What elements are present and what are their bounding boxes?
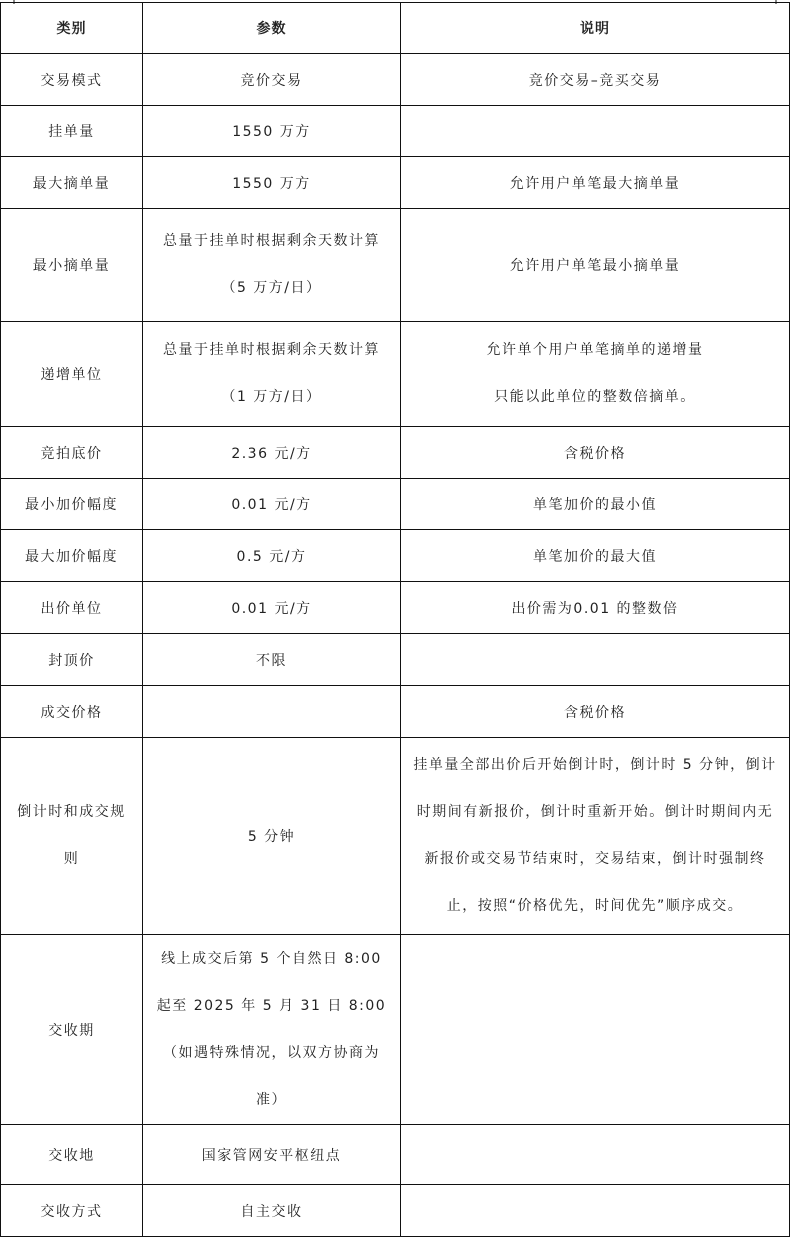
category-cell: 最小摘单量 <box>1 209 143 322</box>
parameter-line: （5 万方/日） <box>221 280 322 296</box>
table-row <box>1 157 790 209</box>
parameter-cell: 国家管网安平枢纽点 <box>143 1125 401 1185</box>
category-cell: 交收方式 <box>1 1185 143 1237</box>
table-row <box>1 582 790 634</box>
parameter-cell: 5 分钟 <box>143 738 401 935</box>
parameter-cell: 2.36 元/方 <box>143 427 401 479</box>
table-row <box>1 427 790 479</box>
parameter-cell: 自主交收 <box>143 1185 401 1237</box>
category-cell: 最小加价幅度 <box>1 479 143 530</box>
category-cell: 递增单位 <box>1 322 143 427</box>
description-cell <box>401 106 790 157</box>
parameter-cell: 0.01 元/方 <box>143 479 401 530</box>
table-row <box>1 106 790 157</box>
table-row <box>1 738 790 935</box>
table-row <box>1 1125 790 1185</box>
parameter-line: 总量于挂单时根据剩余天数计算 <box>163 342 380 358</box>
parameter-cell: 0.01 元/方 <box>143 582 401 634</box>
description-cell: 竞价交易–竞买交易 <box>401 54 790 106</box>
parameter-cell: 线上成交后第 5 个自然日 8:00 起至 2025 年 5 月 31 日 8:00（如遇特殊情况，以双方协商为准） <box>143 935 401 1125</box>
description-cell <box>401 634 790 686</box>
description-cell <box>401 935 790 1125</box>
category-cell: 交收期 <box>1 935 143 1125</box>
parameter-cell: 竞价交易 <box>143 54 401 106</box>
category-cell: 交易模式 <box>1 54 143 106</box>
category-cell: 成交价格 <box>1 686 143 738</box>
table-header-row <box>1 3 790 54</box>
column-header-parameter: 参数 <box>143 3 401 54</box>
description-cell: 允许用户单笔最大摘单量 <box>401 157 790 209</box>
category-cell: 出价单位 <box>1 582 143 634</box>
trading-parameters-table <box>0 2 790 1237</box>
column-header-description: 说明 <box>401 3 790 54</box>
description-line: 只能以此单位的整数倍摘单。 <box>494 389 696 405</box>
parameter-cell <box>143 209 401 322</box>
parameter-cell: 不限 <box>143 634 401 686</box>
table-row <box>1 209 790 322</box>
description-cell: 含税价格 <box>401 427 790 479</box>
description-cell: 含税价格 <box>401 686 790 738</box>
parameter-cell <box>143 322 401 427</box>
category-cell: 最大摘单量 <box>1 157 143 209</box>
parameter-cell <box>143 686 401 738</box>
table-row <box>1 530 790 582</box>
table-row <box>1 479 790 530</box>
category-cell: 挂单量 <box>1 106 143 157</box>
parameter-cell: 1550 万方 <box>143 157 401 209</box>
table-row <box>1 935 790 1125</box>
table-row <box>1 686 790 738</box>
description-cell: 单笔加价的最大值 <box>401 530 790 582</box>
parameter-cell: 1550 万方 <box>143 106 401 157</box>
description-line: 允许单个用户单笔摘单的递增量 <box>486 342 704 358</box>
description-cell: 出价需为0.01 的整数倍 <box>401 582 790 634</box>
description-cell <box>401 1125 790 1185</box>
table-row <box>1 54 790 106</box>
category-cell: 封顶价 <box>1 634 143 686</box>
description-cell: 挂单量全部出价后开始倒计时，倒计时 5 分钟，倒计时期间有新报价，倒计时重新开始。倒计时期间内无新报价或交易节结束时，交易结束，倒计时强制终止，按照“价格优先，时间优先”顺序成交。 <box>401 738 790 935</box>
description-cell <box>401 1185 790 1237</box>
category-cell: 最大加价幅度 <box>1 530 143 582</box>
parameter-cell: 0.5 元/方 <box>143 530 401 582</box>
description-cell <box>401 322 790 427</box>
parameter-line: （1 万方/日） <box>221 389 322 405</box>
parameter-line: 总量于挂单时根据剩余天数计算 <box>163 233 380 249</box>
column-header-category: 类别 <box>1 3 143 54</box>
category-cell: 竞拍底价 <box>1 427 143 479</box>
table-row <box>1 322 790 427</box>
description-cell: 允许用户单笔最小摘单量 <box>401 209 790 322</box>
category-cell: 倒计时和成交规则 <box>1 738 143 935</box>
category-cell: 交收地 <box>1 1125 143 1185</box>
description-cell: 单笔加价的最小值 <box>401 479 790 530</box>
table-row <box>1 634 790 686</box>
table-row <box>1 1185 790 1237</box>
